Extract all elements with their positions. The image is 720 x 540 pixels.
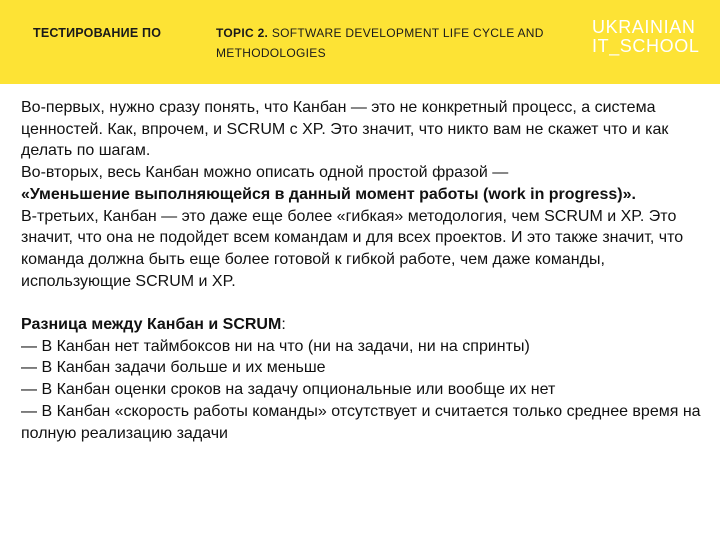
difference-heading xyxy=(21,314,706,336)
topic-text: SOFTWARE DEVELOPMENT LIFE CYCLE AND METHODOLOGIES xyxy=(216,26,544,60)
difference-item: — В Канбан «скорость работы команды» отсутствует и считается только среднее время на полную реализацию задачи xyxy=(21,402,701,442)
logo-line-2: IT_SCHOOL xyxy=(592,36,700,56)
logo-line-1: UKRAINIAN xyxy=(592,17,696,37)
slide-header xyxy=(0,0,720,84)
spacer xyxy=(21,292,706,314)
difference-item: — В Канбан оценки сроков на задачу опциональные или вообще их нет xyxy=(21,381,556,399)
kanban-definition: «Уменьшение выполняющейся в данный момент работы (work in progress)». xyxy=(21,185,636,203)
difference-item: — В Канбан задачи больше и их меньше xyxy=(21,359,326,377)
school-logo xyxy=(592,18,699,56)
course-title: ТЕСТИРОВАНИЕ ПО xyxy=(33,26,162,40)
paragraph-second-bold xyxy=(21,184,706,206)
difference-item: — В Канбан нет таймбоксов ни на что (ни на задачи, ни на спринты) xyxy=(21,337,530,355)
topic-title xyxy=(216,23,556,63)
difference-heading-text: Разница между Канбан и SCRUM xyxy=(21,316,282,334)
paragraph-first: Во-первых, нужно сразу понять, что Канбан — это не конкретный процесс, а система ценностей. Как, впрочем, и SCRUM с XP. Это значит, что никто вам не скажет что и как делать по шагам. xyxy=(21,99,669,160)
difference-heading-colon: : xyxy=(281,316,286,334)
paragraph-third: В-третьих, Канбан — это даже еще более «гибкая» методология, чем SCRUM и XP. Это значит, что она не подойдет всем командам и для всех проектов. И это также значит, что команда должна быть еще более готовой к гибкой работе, чем даже команды, использующие SCRUM и XP. xyxy=(21,207,684,290)
paragraph-second-intro: Во-вторых, весь Канбан можно описать одной простой фразой — xyxy=(21,164,509,182)
topic-label: TOPIC 2. xyxy=(216,26,269,40)
slide-content xyxy=(21,97,706,444)
